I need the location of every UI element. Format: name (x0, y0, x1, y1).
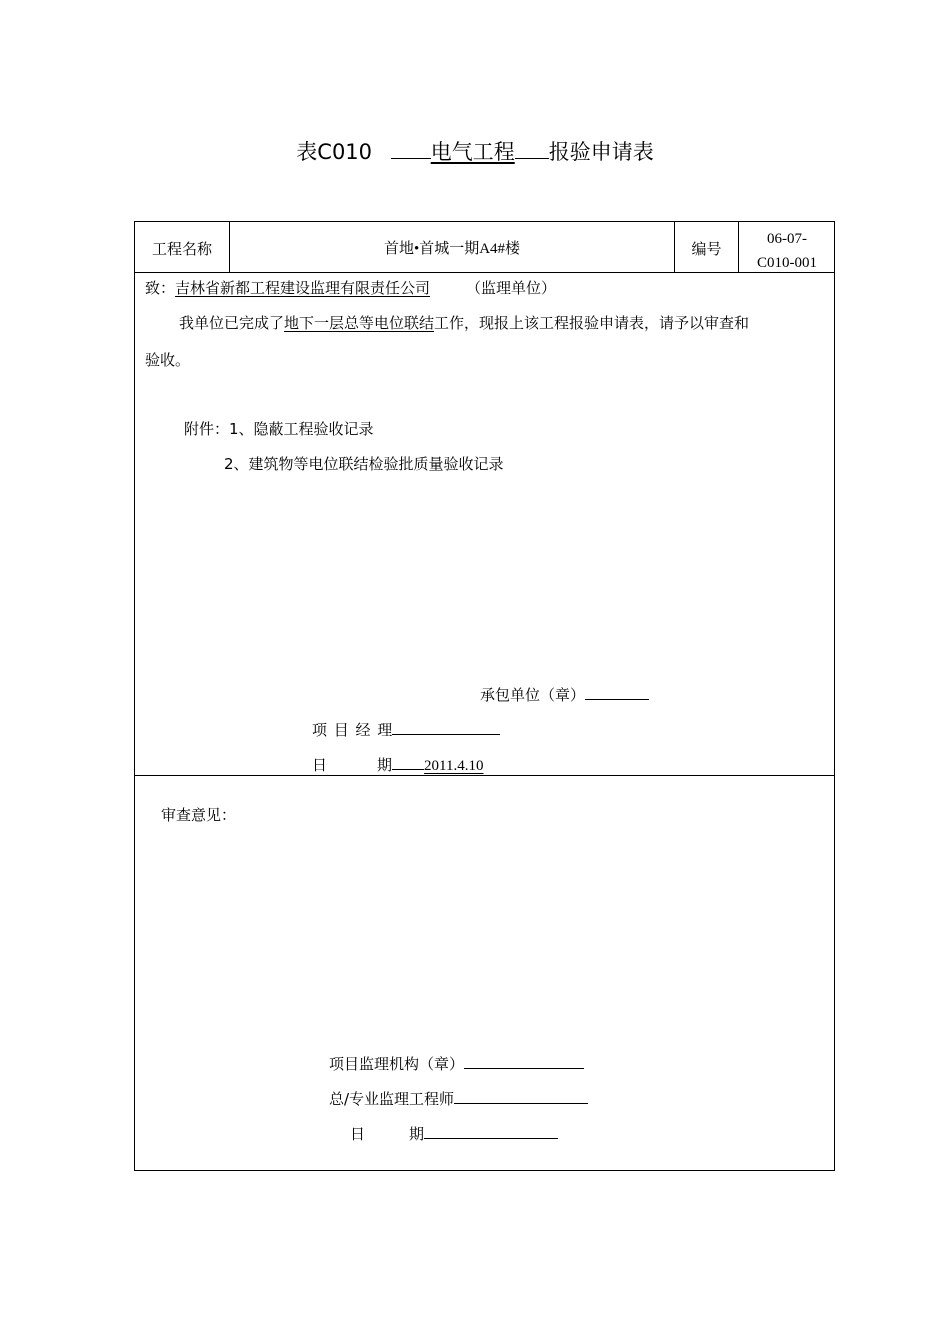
attachment-2: 2、建筑物等电位联结检验批质量验收记录 (224, 455, 504, 473)
number-value-line2: C010-001 (757, 255, 817, 271)
review-date-label-1: 日 (350, 1125, 366, 1143)
application-date-line (312, 754, 483, 775)
row-divider-header (135, 272, 834, 273)
manager-label: 项 目 经 理 (312, 721, 393, 739)
date-label-2: 期 (377, 756, 393, 774)
body-line-1 (179, 312, 749, 333)
project-name-value: 首地•首城一期A4#楼 (383, 241, 521, 257)
review-opinion-label: 审查意见： (161, 806, 237, 824)
manager-signature-line (312, 719, 500, 740)
contractor-signature-blank (585, 685, 649, 700)
body-text-2: 工作，现报上该工程报验申请表，请予以审查和 (434, 314, 750, 332)
supervisor-role: （监理单位） (466, 279, 557, 297)
number-value (739, 227, 835, 275)
project-name-label: 工程名称 (151, 240, 212, 258)
review-date-label-2: 期 (409, 1125, 425, 1143)
title-prefix: 表C010 (296, 140, 373, 164)
page-title (0, 136, 950, 166)
review-date-line (350, 1123, 558, 1144)
date-blank (392, 755, 424, 770)
contractor-signature-line (480, 684, 649, 705)
completed-work: 地下一层总等电位联结 (284, 314, 435, 332)
title-suffix: 报验申请表 (548, 140, 654, 164)
review-date-blank (424, 1124, 558, 1139)
title-blank-left (391, 140, 431, 159)
manager-signature-blank (392, 720, 500, 735)
form-table (134, 221, 835, 1171)
review-org-label: 项目监理机构（章） (329, 1055, 465, 1073)
body-text-1: 我单位已完成了 (179, 314, 285, 332)
addressee-prefix: 致： (145, 279, 176, 297)
review-org-blank (464, 1054, 584, 1069)
contractor-label: 承包单位（章） (480, 686, 586, 704)
date-label-1: 日 (312, 756, 328, 774)
attachments-label: 附件： (184, 420, 230, 438)
supervisor-company: 吉林省新都工程建设监理有限责任公司 (175, 279, 431, 297)
title-subject: 电气工程 (430, 140, 515, 164)
review-engineer-label: 总/专业监理工程师 (329, 1090, 455, 1108)
attachments-line-1 (184, 418, 374, 439)
body-line-2: 验收。 (145, 351, 191, 369)
application-date-value: 2011.4.10 (424, 758, 484, 774)
addressee-line (145, 277, 556, 298)
review-engineer-line (329, 1088, 588, 1109)
review-engineer-blank (454, 1089, 588, 1104)
number-value-line1: 06-07- (767, 231, 807, 247)
row-divider-review (135, 775, 834, 776)
attachment-1: 1、隐蔽工程验收记录 (229, 420, 374, 438)
number-label: 编号 (691, 240, 722, 258)
review-org-line (329, 1053, 584, 1074)
title-blank-right (515, 140, 549, 159)
